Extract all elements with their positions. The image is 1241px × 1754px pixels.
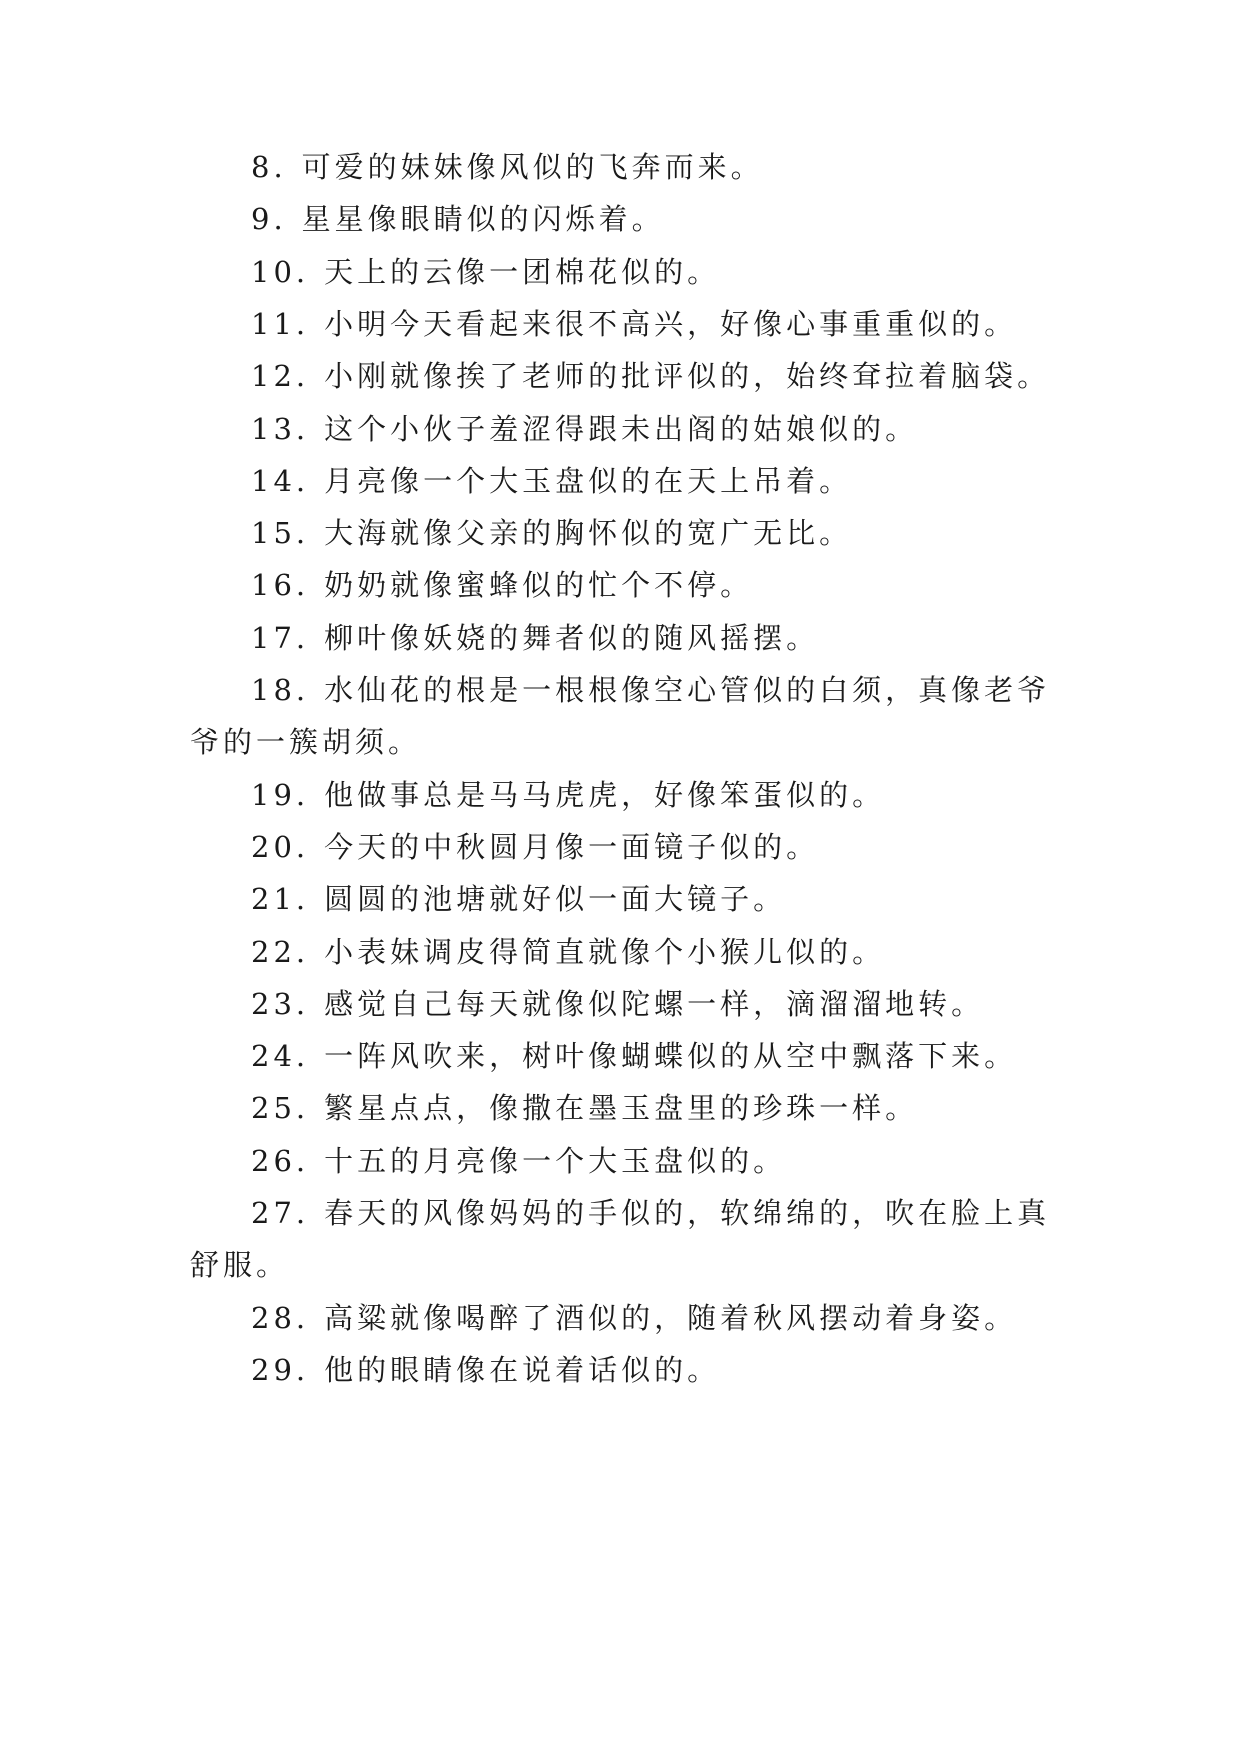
item-text: 小表妹调皮得简直就像个小猴儿似的。 [324, 934, 886, 969]
item-text: 圆圆的池塘就好似一面大镜子。 [324, 882, 787, 917]
list-item [251, 1027, 1151, 1085]
item-text: 他的眼睛像在说着话似的。 [324, 1352, 721, 1387]
list-item [251, 243, 1151, 301]
list-item [251, 661, 1151, 719]
item-number: 10. [251, 254, 310, 289]
list-item [251, 1341, 1151, 1399]
list-item [251, 975, 1151, 1033]
item-text: 十五的月亮像一个大玉盘似的。 [324, 1143, 787, 1178]
item-text: 这个小伙子羞涩得跟未出阁的姑娘似的。 [324, 411, 919, 446]
list-item [251, 818, 1151, 876]
item-number: 21. [251, 882, 310, 917]
item-number: 27. [251, 1196, 310, 1230]
item-number: 15. [251, 516, 310, 551]
item-number: 24. [251, 1039, 310, 1074]
item-text: 星星像眼睛似的闪烁着。 [301, 202, 665, 237]
list-item [251, 190, 1151, 248]
item-text: 今天的中秋圆月像一面镜子似的。 [324, 829, 820, 864]
list-item [251, 766, 1151, 824]
item-number: 23. [251, 986, 310, 1021]
item-text: 奶奶就像蜜蜂似的忙个不停。 [324, 568, 754, 603]
item-number: 14. [251, 463, 310, 498]
list-item [251, 347, 1151, 405]
item-text: 春天的风像妈妈的手似的，软绵绵的，吹在脸上真 [324, 1196, 1051, 1230]
list-item [251, 295, 1151, 353]
list-item [251, 1184, 1151, 1242]
item-text: 他做事总是马马虎虎，好像笨蛋似的。 [324, 777, 886, 812]
item-text: 感觉自己每天就像似陀螺一样，滴溜溜地转。 [324, 986, 985, 1021]
list-item-continuation: 爷的一簇胡须。 [190, 725, 422, 760]
item-number: 28. [251, 1300, 310, 1335]
list-item [251, 556, 1151, 614]
item-number: 20. [251, 829, 310, 864]
list-item [251, 1132, 1151, 1190]
item-text: 天上的云像一团棉花似的。 [324, 254, 721, 289]
item-text: 繁星点点，像撒在墨玉盘里的珍珠一样。 [324, 1091, 919, 1126]
list-item [251, 400, 1151, 458]
list-item [251, 923, 1151, 981]
item-text: 小明今天看起来很不高兴，好像心事重重似的。 [324, 306, 1018, 341]
item-text: 水仙花的根是一根根像空心管似的白须，真像老爷 [324, 673, 1051, 707]
item-text: 大海就像父亲的胸怀似的宽广无比。 [324, 516, 853, 551]
item-text: 一阵风吹来，树叶像蝴蝶似的从空中飘落下来。 [324, 1039, 1018, 1074]
item-number: 17. [251, 620, 310, 655]
list-item [251, 1289, 1151, 1347]
list-item-continuation: 舒服。 [190, 1248, 290, 1283]
item-text: 高粱就像喝醉了酒似的，随着秋风摆动着身姿。 [324, 1300, 1018, 1335]
list-item [251, 609, 1151, 667]
item-number: 26. [251, 1143, 310, 1178]
list-item [251, 870, 1151, 928]
item-number: 29. [251, 1352, 310, 1387]
item-number: 11. [251, 306, 310, 341]
item-text: 可爱的妹妹像风似的飞奔而来。 [301, 150, 764, 184]
item-number: 8. [251, 150, 287, 184]
list-item [251, 1079, 1151, 1137]
item-number: 16. [251, 568, 310, 603]
item-text: 柳叶像妖娆的舞者似的随风摇摆。 [324, 620, 820, 655]
list-item [251, 452, 1151, 510]
item-number: 13. [251, 411, 310, 446]
list-item [251, 504, 1151, 562]
item-text: 小刚就像挨了老师的批评似的，始终耷拉着脑袋。 [324, 359, 1051, 394]
item-number: 12. [251, 359, 310, 394]
item-number: 22. [251, 934, 310, 969]
item-number: 19. [251, 777, 310, 812]
item-number: 9. [251, 202, 287, 237]
item-number: 25. [251, 1091, 310, 1126]
list-item [251, 138, 1151, 196]
item-text: 月亮像一个大玉盘似的在天上吊着。 [324, 463, 853, 498]
item-number: 18. [251, 673, 310, 707]
